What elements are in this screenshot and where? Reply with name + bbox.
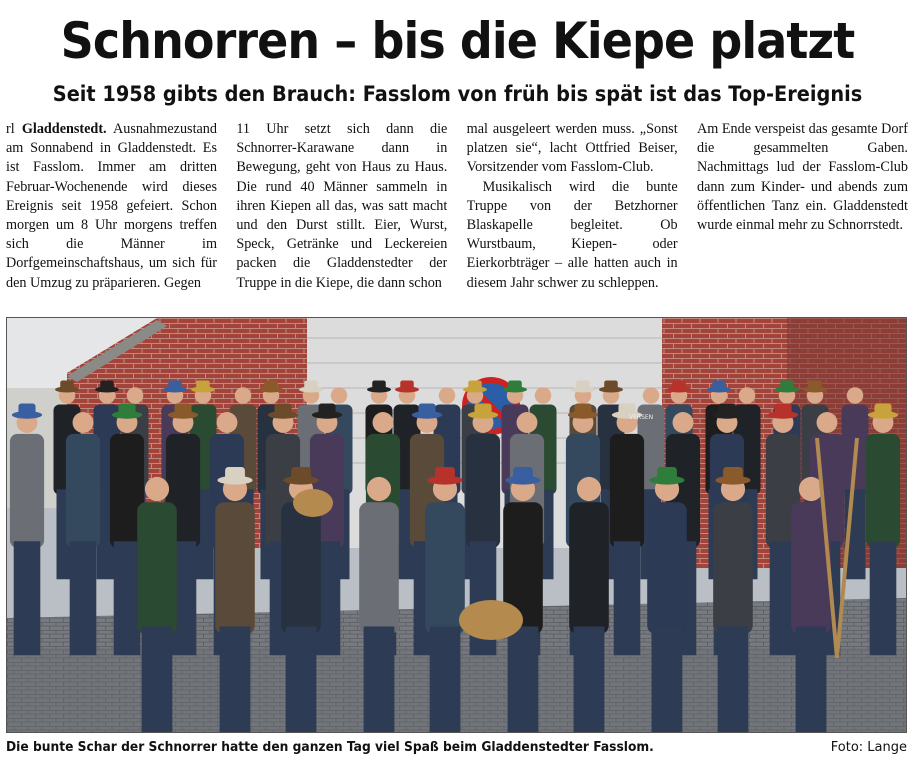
person-head — [673, 412, 694, 433]
group-photo-image — [7, 318, 906, 732]
person-hat-crown — [60, 381, 74, 390]
person-hat-crown — [657, 467, 677, 480]
person-legs — [614, 541, 641, 655]
article-columns — [6, 120, 908, 305]
person-head — [739, 387, 756, 404]
dateline — [6, 121, 107, 137]
photo-credit: Foto: Lange — [830, 740, 907, 755]
person-legs — [508, 627, 539, 733]
subheadline: Seit 1958 gibts den Brauch: Fasslom von früh bis spät ist das Top-Ereignis — [52, 82, 863, 106]
person-body — [866, 434, 900, 548]
person-legs — [796, 627, 827, 733]
article-paragraph — [236, 120, 447, 293]
person-head — [367, 477, 391, 501]
photo-caption: Die bunte Schar der Schnorrer hatte den ganzen Tag viel Spaß beim Gladdenstedter Fasslom. — [6, 740, 654, 755]
person-body — [281, 502, 321, 634]
person-body — [466, 434, 500, 548]
person-hat-crown — [874, 404, 891, 415]
person-hat-crown — [18, 404, 35, 415]
headline: Schnorren – bis die Kiepe platzt — [60, 12, 855, 70]
person-hat-crown — [718, 404, 735, 415]
person-hat-crown — [274, 404, 291, 415]
person-head — [847, 387, 864, 404]
person-head — [145, 477, 169, 501]
person-head — [373, 412, 394, 433]
person-head — [217, 412, 238, 433]
person-head — [817, 412, 838, 433]
person-body — [569, 502, 609, 634]
paragraph-text: Musikalisch wird die bunte Truppe von der Betzhorner Blaskapelle begleitet. Ob Wurstbaum, Kiepen- oder Eierkorbträger – alle hatten auch in diesem Jahr schwer zu schleppen. — [466, 178, 678, 291]
person-body — [610, 434, 644, 548]
basket — [293, 489, 333, 517]
person-hat-crown — [264, 381, 278, 390]
paragraph-text: 11 Uhr setzt sich dann die Schnorrer-Karawane dann in Bewegung, geht von Haus zu Haus. Die rund 40 Männer sammeln in ihren Kiepen all das, was satt macht und den Durst stillt. Eier, Wurst, Speck, Getränke und Leckereien packen die Gladdenstedter der Truppe in die Kiepe, die dann schon — [236, 121, 448, 291]
person-hat-crown — [400, 381, 414, 390]
person-head — [439, 387, 456, 404]
person-hat-crown — [468, 381, 482, 390]
person-hat-crown — [318, 404, 335, 415]
person-hat-crown — [723, 467, 743, 480]
article-column-1 — [6, 120, 217, 305]
person-hat-crown — [672, 381, 686, 390]
person-hat-crown — [100, 381, 114, 390]
person-legs — [220, 627, 251, 733]
person-head — [235, 387, 252, 404]
person-hat-crown — [780, 381, 794, 390]
person-body — [425, 502, 465, 634]
person-legs — [70, 541, 97, 655]
person-hat-crown — [168, 381, 182, 390]
person-legs — [142, 627, 173, 733]
person-legs — [652, 627, 683, 733]
person-hat-crown — [474, 404, 491, 415]
person-legs — [114, 541, 141, 655]
person-head — [73, 412, 94, 433]
dateline-author: rl — [6, 121, 15, 137]
person-hat-crown — [225, 467, 245, 480]
hat-sign-text: VERSEN — [629, 414, 654, 421]
group-photo — [6, 317, 907, 733]
person-hat-crown — [774, 404, 791, 415]
person-hat-crown — [712, 381, 726, 390]
person-hat-crown — [574, 404, 591, 415]
person-legs — [870, 541, 897, 655]
article-column-4 — [697, 120, 908, 305]
article-column-3 — [467, 120, 678, 305]
article-paragraph — [697, 120, 908, 235]
person-legs — [286, 627, 317, 733]
article-paragraph — [467, 178, 678, 293]
person-hat-crown — [508, 381, 522, 390]
person-legs — [430, 627, 461, 733]
dateline-place: Gladdenstedt. — [21, 121, 107, 137]
person-body — [10, 434, 44, 548]
person-body — [647, 502, 687, 634]
paragraph-text: mal ausgeleert werden muss. „Sonst platzen sie“, lacht Ottfried Beiser, Vorsitzender vom Fasslom-Club. — [466, 121, 678, 176]
person-hat-crown — [372, 381, 386, 390]
person-hat-crown — [291, 467, 311, 480]
person-head — [127, 387, 144, 404]
person-body — [137, 502, 177, 634]
article-column-2 — [236, 120, 447, 305]
person-hat-crown — [435, 467, 455, 480]
person-hat-crown — [118, 404, 135, 415]
person-body — [215, 502, 255, 634]
person-body — [66, 434, 100, 548]
person-hat-crown — [513, 467, 533, 480]
person-hat-crown — [196, 381, 210, 390]
egg-basket — [459, 600, 523, 640]
article-paragraph — [467, 120, 678, 178]
article-paragraph-1 — [6, 120, 217, 293]
person-hat-crown — [808, 381, 822, 390]
person-head — [331, 387, 348, 404]
person-hat-crown — [418, 404, 435, 415]
paragraph-text: Am Ende verspeist das gesamte Dorf die gesammelten Gaben. Nachmittags lud der Fasslom-Club dann zum Kinder- und abends zum öffentlichen Tanz ein. Gladdenstedt wurde einmal mehr zu Schnorrstedt. — [696, 121, 908, 234]
person-head — [517, 412, 538, 433]
person-hat-crown — [576, 381, 590, 390]
person-hat-crown — [604, 381, 618, 390]
person-legs — [14, 541, 41, 655]
person-legs — [574, 627, 605, 733]
person-body — [713, 502, 753, 634]
person-head — [577, 477, 601, 501]
person-head — [643, 387, 660, 404]
person-body — [359, 502, 399, 634]
person-legs — [718, 627, 749, 733]
person-legs — [364, 627, 395, 733]
person-hat-crown — [304, 381, 318, 390]
person-head — [535, 387, 552, 404]
paragraph-1-text: Ausnahmezustand am Sonnabend in Gladdenstedt. Es ist Fasslom. Immer am dritten Februar-Wochenende wird dieses Ereignis seit 1958 gefeiert. Schon morgen um 8 Uhr morgens treffen sich die Männer im Dorfgemeinschaftshaus, um sich für den Umzug zu präparieren. Gegen — [6, 121, 217, 291]
person-hat-crown — [174, 404, 191, 415]
